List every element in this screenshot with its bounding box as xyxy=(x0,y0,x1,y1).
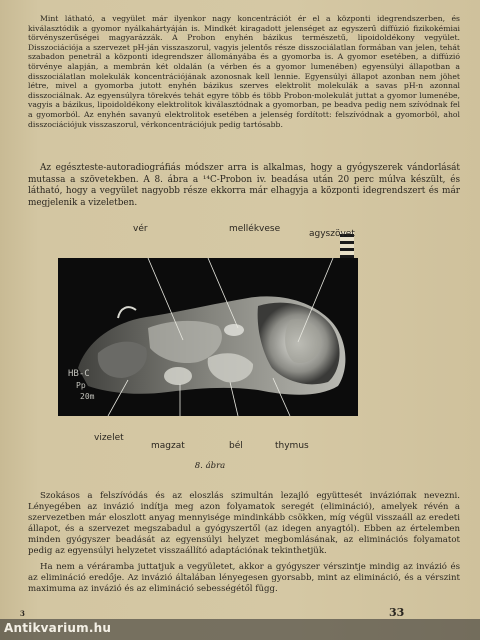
paragraph-autoradiography: Az egészteste-autoradiográfiás módszer arra is alkalmas, hogy a gyógyszerek vándorlását mutassa a szövetekben. A 8. ábra a ¹⁴C-Probon iv. beadása után 20 perc múlva készült, és látható, hogy a vegyület nagyobb része ekkorra már elhagyja a központi idegrendszert és már megjelenik a vizeletben. xyxy=(28,163,460,208)
page-number: 33 xyxy=(389,606,405,619)
figure-caption: 8. ábra xyxy=(194,461,226,471)
label-vizelet: vizelet xyxy=(94,433,124,443)
label-magzat: magzat xyxy=(151,441,185,451)
label-agyszovet: agyszövet xyxy=(309,229,355,239)
autoradiograph-image xyxy=(58,258,358,416)
svg-text:Pp: Pp xyxy=(76,381,86,390)
label-mellekvese: mellékvese xyxy=(229,224,281,234)
watermark-text: Antikvarium.hu xyxy=(4,621,112,635)
svg-text:20m: 20m xyxy=(80,392,95,401)
autoradiograph-svg xyxy=(58,258,358,416)
paragraph-diffusion: Mint látható, a vegyület már ilyenkor nagy koncentrációt ér el a központi idegrendszerben, és kiválasztódik a gyomor nyálkahártyáján is. Mindkét kiragadott jelenséget az egyszerű diffúzió fizikokémiai törvényszerűségei magyarázzák. A Probon enyhén bázikus természetű, lipoidoldékony vegyület. Disszociációja a szervezet pH-ján visszaszorul, vagyis jelentős része disszociálatlan formában van jelen, tehát szabadon penetrál a központi idegrendszer állományába és a gyomorba is. A gyomor esetében, a diffúzió törvénye alapján, a membrán két oldalán (a vérben és a gyomor lumenében) egyensúlyi állapotban a disszociálatlan molekulák koncentrációjának azonosnak kell lennie. Egyensúlyi állapot azonban nem jöhet létre, mivel a gyomorba jutott enyhén bázikus szerves elektrolit molekulák a savas pH-n azonnal disszociálnak. Az egyensúlyra törekvés tehát egyre több és több Probon-molekulát juttat a gyomor lumenébe, vagyis a bázikus, lipoidoldékony elektrolitok kiválasztódnak a gyomorban, pe beadva pedig nem szívódnak fel a gyomorból. Az enyhén savanyú elektrolitok esetében a jelenség fordított: felszívódnak a gyomorból, ahol disszociációjuk visszaszorul, vérkoncentrációjuk pedig tartósabb. xyxy=(28,14,460,129)
label-ver: vér xyxy=(133,224,148,234)
label-bel: bél xyxy=(229,441,243,451)
watermark-banner xyxy=(0,619,480,640)
svg-text:HB-C: HB-C xyxy=(68,369,90,379)
signature-mark: 3 xyxy=(20,609,25,618)
paragraph-blood-level: Ha nem a véráramba juttatjuk a vegyületet, akkor a gyógyszer vérszintje mindig az invázió és az elimináció eredője. Az invázió általában lényegesen gyorsabb, mint az elimináció, és a vérszint maximuma az invázió és az elimináció sebességétől függ. xyxy=(28,562,460,594)
paragraph-invasion: Szokásos a felszívódás és az eloszlás szimultán lezajló együttesét invázióπak nevezni. Lényegében az invázió indítja meg azon folyamatok seregét (elimináció), amelyek révén a szervezetben már eloszlott anyag mennyisége mindinkább csökken, míg végül visszaáll az eredeti állapot, és a szervezet megszabadul a gyógyszertől (az idegen anyagtól). Ebben az értelemben minden gyógyszer beadását az egyensúlyi helyzet megbomlásának, az eliminációs folyamatot pedig az egyensúlyi helyzetet visszaállító adaptációnak tekinthetjük. xyxy=(28,491,460,556)
label-thymus: thymus xyxy=(275,441,309,451)
